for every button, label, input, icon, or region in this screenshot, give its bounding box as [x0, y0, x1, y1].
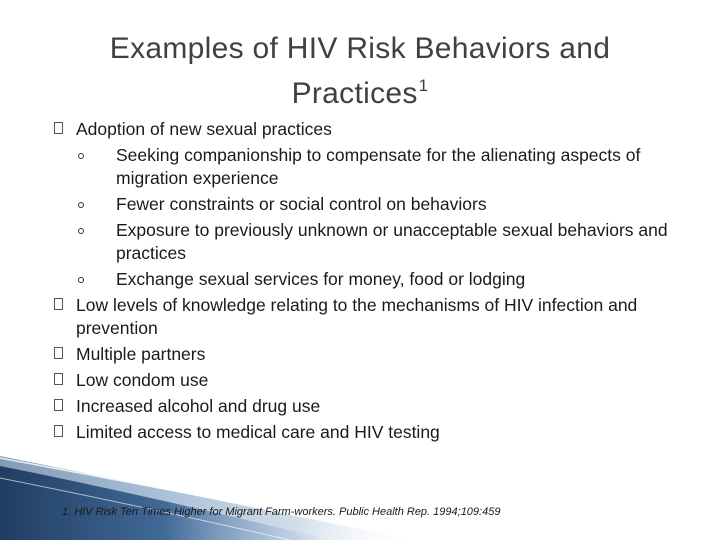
- list-item-text: Low condom use: [76, 370, 209, 390]
- square-bullet-icon: [54, 425, 63, 437]
- list-item: [54, 294, 684, 340]
- square-bullet-icon: [54, 347, 63, 359]
- title-text: Examples of HIV Risk Behaviors and Practices: [109, 32, 611, 110]
- list-item: [54, 395, 684, 418]
- list-item: [54, 369, 684, 392]
- slide-title: [40, 30, 680, 112]
- footnote: 1. HIV Risk Ten Times Higher for Migrant Farm-workers. Public Health Rep. 1994;109:459: [62, 506, 501, 518]
- list-item-text: Increased alcohol and drug use: [76, 396, 321, 416]
- circle-bullet-icon: [78, 277, 84, 283]
- list-item-text: Low levels of knowledge relating to the mechanisms of HIV infection and prevention: [76, 295, 638, 338]
- list-item: [76, 219, 684, 265]
- list-item-text: Multiple partners: [76, 344, 206, 364]
- circle-bullet-icon: [78, 202, 84, 208]
- list-item: [54, 118, 684, 141]
- square-bullet-icon: [54, 298, 63, 310]
- square-bullet-icon: [54, 373, 63, 385]
- list-item: [54, 421, 684, 444]
- square-bullet-icon: [54, 122, 63, 134]
- list-item-text: Exposure to previously unknown or unacceptable sexual behaviors and practices: [116, 220, 668, 263]
- list-item-text: Limited access to medical care and HIV testing: [76, 422, 440, 442]
- list-item-text: Fewer constraints or social control on behaviors: [116, 194, 487, 214]
- circle-bullet-icon: [78, 153, 84, 159]
- circle-bullet-icon: [78, 228, 84, 234]
- list-item-text: Seeking companionship to compensate for the alienating aspects of migration experience: [116, 145, 641, 188]
- list-item: [76, 268, 684, 291]
- list-item-text: Adoption of new sexual practices: [76, 119, 332, 139]
- list-item-text: Exchange sexual services for money, food or lodging: [116, 269, 526, 289]
- footer-swoosh-decoration: [0, 448, 720, 540]
- bullet-list: [54, 118, 684, 447]
- list-item: [54, 343, 684, 366]
- square-bullet-icon: [54, 399, 63, 411]
- list-item: [76, 193, 684, 216]
- list-item: [76, 144, 684, 190]
- title-superscript: 1: [418, 76, 429, 95]
